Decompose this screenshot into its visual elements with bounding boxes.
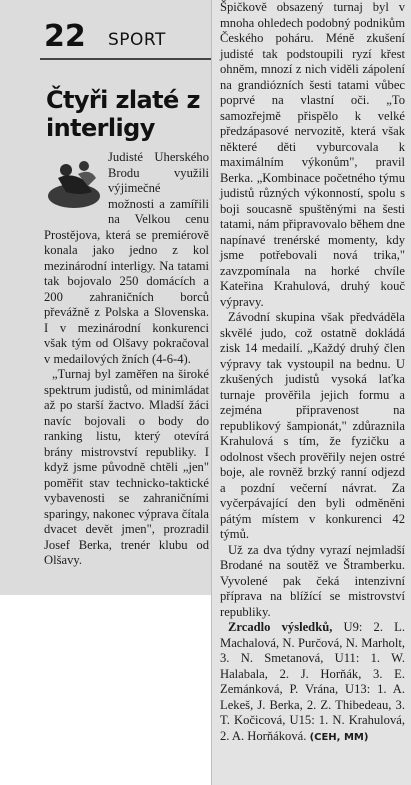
results-heading: Zrcadlo výsledků, (228, 620, 333, 634)
left-column (0, 0, 212, 595)
paragraph: „Turnaj byl zaměřen na široké spektrum judistů, od minimládat až po starší žactvo. Mladší žáci navíc bojovali o body do ranking listu, který otevírá brány mistrovství republiky. I když jsme původně chtěli „jen" poměřit stav technicko-taktické vybavenosti se zahraničními sparingy, nakonec výprava čítala dvacet devět jmen", prozradil Josef Berka, trenér klubu od Olšavy. (44, 367, 209, 567)
results-text: U9: 2. L. Machalová, N. Purčová, N. Marholt, 3. N. Smetanová, U11: 1. W. Halabala, 2. J. Horňák, 3. E. Zemánková, P. Vrána, U13: 1. A. Lekeš, J. Berka, 2. Z. Thibedeau, 3. T. Kočicová, U15: 1. N. Krahulová, 2. A. Horňáková. (220, 620, 405, 743)
paragraph: Závodní skupina však předváděla skvělé judo, což ostatně dokládá zisk 14 medailí. „Každý druhý člen výpravy tak vystoupil na bednu. U zkušených judistů vysoká laťka turnaje prověřila jejich formu a zejména připravenost na republikový šampionát," zdůraznila Krahulová s tím, že fyzičku a odolnost všech prověřily nejen ostré boje, ale rovněž brzký ranní odjezd a pozdní večerní návrat. Za vyčerpávající den byli odměněni pátým místem v konkurenci 42 týmů. (220, 310, 405, 541)
paragraph: Už za dva týdny vyrazí nejmladší Brodané na soutěž ve Štramberku. Vyvolené pak čeká intenzivní příprava na blížící se mistrovství republiky. (220, 542, 405, 619)
paragraph: Špičkově obsazený turnaj byl v mnoha ohledech podobný podnikům Českého poháru. Méně zkušení judisté tak podstoupili ryzí křest ohněm, mnozí z nich viděli zápolení na grandiózních šesti tatami vůbec poprvé na vlastní oči. „To samozřejmě přispělo k velké předzápasové nervozitě, která však některé děti vyburcovala k maximálním výkonům", pravil Berka. „Kombinace početného týmu judistů různých výkonností, spolu s boji soucasně spuštěnými na šesti tatami, nám připravovalo během dne napínavé trenérské momenty, kdy jsme potřebovali nová trika," zavzpomínala na horké chvíle Kateřina Krahulová, druhý kouč výpravy. (220, 0, 405, 309)
paragraph: Judisté Uherského Brodu využili výjimečné možnosti a zamířili na Velkou cenu Prostějova, která se premiérově konala jako jedno z kol mezinárodní interligy. Na tatami tak bojovalo 250 domácích a 200 zahraničních borců převážně z Polska a Slovenska. I v mezinárodní konkurenci však tým od Olšavy pokračoval v medailových žních (4-6-4). (44, 150, 209, 366)
header-rule (40, 58, 212, 60)
headline: Čtyři zlaté z interligy (46, 86, 200, 142)
section-label: SPORT (108, 30, 166, 50)
article-body-right (220, 0, 405, 745)
judo-photo (44, 152, 104, 216)
right-column (212, 0, 411, 785)
article-body-left (44, 150, 209, 569)
byline: (CEH, MM) (309, 731, 369, 743)
page-number: 22 (44, 19, 86, 54)
results-paragraph (220, 620, 405, 745)
